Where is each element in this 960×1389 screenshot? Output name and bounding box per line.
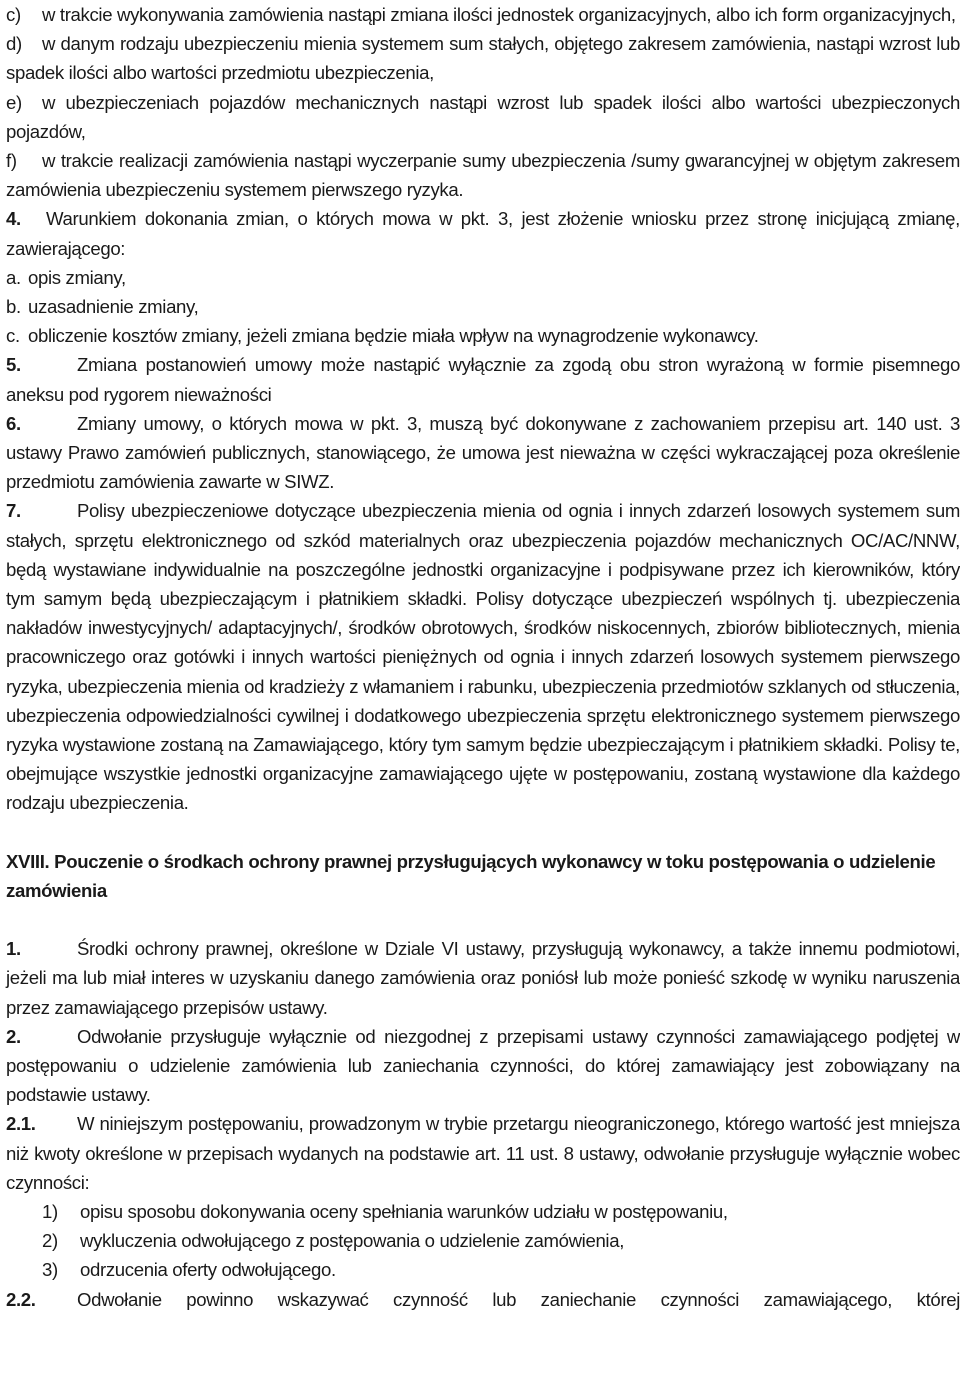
paragraph-number: 6. xyxy=(6,412,21,434)
section-item-2 xyxy=(6,1022,960,1110)
item-label: 2) xyxy=(42,1230,58,1252)
paragraph-number: 4. xyxy=(6,208,21,230)
paragraph-text: Polisy ubezpieczeniowe dotyczące ubezpieczenia mienia od ognia i innych zdarzeń losowych systemem sum stałych, sprzętu elektronicznego od szkód materialnych oraz ubezpieczenia pojazdów mechanicznych OC/AC/NNW, będą wystawiane indywidualnie na poszczególne jednostki organizacyjne i podpisywane przez ich kierowników, który tym samym będą ubezpieczającym i płatnikiem składki. Polisy dotyczące ubezpieczeń wspólnych tj. ubezpieczenia nakładów inwestycyjnych/ adaptacyjnych/, środków obrotowych, środków niskocennych, zbiorów bibliotecznych, mienia pracowniczego oraz gotówki i innych wartości pieniężnych od ognia i innych zdarzeń losowych systemem pierwszego ryzyka, ubezpieczenia mienia od kradzieży z włamaniem i rabunku, ubezpieczenia przedmiotów szklanych od stłuczenia, ubezpieczenia odpowiedzialności cywilnej i dodatkowego ubezpieczenia sprzętu elektronicznego systemem pierwszego ryzyka wystawione zostaną na Zamawiającego, który tym samym będzie ubezpieczającym i płatnikiem składki. Polisy te, obejmujące wszystkie jednostki organizacyjne zamawiającego ujęte w postępowaniu, zostaną wystawione dla każdego rodzaju ubezpieczenia. xyxy=(6,500,960,814)
item-text: opis zmiany, xyxy=(28,266,126,288)
section-item-1 xyxy=(6,934,960,1022)
paragraph-6 xyxy=(6,409,960,497)
item-text: w ubezpieczeniach pojazdów mechanicznych nastąpi wzrost lub spadek ilości albo wartości ubezpieczonych pojazdów, xyxy=(6,91,960,142)
item-text: obliczenie kosztów zmiany, jeżeli zmiana będzie miała wpływ na wynagrodzenie wykonawcy. xyxy=(28,325,759,347)
paragraph-4 xyxy=(6,204,960,262)
item-text: w danym rodzaju ubezpieczeniu mienia systemem sum stałych, objętego zakresem zamówienia, nastąpi wzrost lub spadek ilości albo wartości przedmiotu ubezpieczenia, xyxy=(6,33,960,84)
paragraph-5 xyxy=(6,350,960,408)
paragraph-number: 5. xyxy=(6,354,21,376)
paragraph-text: Odwołanie przysługuje wyłącznie od niezgodnej z przepisami ustawy czynności zamawiającego podjętej w postępowaniu o udzielenie zamówienia lub zaniechania czynności, do której zamawiający jest zobowiązany na podstawie ustawy. xyxy=(6,1025,960,1106)
paragraph-text: Warunkiem dokonania zmian, o których mowa w pkt. 3, jest złożenie wniosku przez stronę inicjującą zmianę, zawierającego: xyxy=(6,208,960,259)
section-heading: XVIII. Pouczenie o środkach ochrony prawnej przysługujących wykonawcy w toku postępowania o udzielenie zamówienia xyxy=(6,850,936,901)
item-label: 3) xyxy=(42,1259,58,1281)
item-label: d) xyxy=(6,33,22,55)
paragraph-number: 2. xyxy=(6,1025,21,1047)
numbered-item-3 xyxy=(6,1255,960,1284)
paragraph-number: 1. xyxy=(6,938,21,960)
paragraph-text: Zmiany umowy, o których mowa w pkt. 3, muszą być dokonywane z zachowaniem przepisu art. 140 ust. 3 ustawy Prawo zamówień publicznych, stanowiącego, że umowa jest nieważna w części wykraczającej poza określenie przedmiotu zamówienia zawarte w SIWZ. xyxy=(6,412,960,493)
document-page xyxy=(6,0,960,1314)
paragraph-number: 7. xyxy=(6,500,21,522)
item-label: c. xyxy=(6,325,20,347)
item-text: odrzucenia oferty odwołującego. xyxy=(80,1259,336,1281)
item-label: a. xyxy=(6,266,21,288)
list-item-e xyxy=(6,88,960,146)
sub-item-b xyxy=(6,292,960,321)
paragraph-text: Odwołanie powinno wskazywać czynność lub zaniechanie czynności zamawiającego, której xyxy=(77,1288,960,1310)
item-text: wykluczenia odwołującego z postępowania o udzielenie zamówienia, xyxy=(80,1230,625,1252)
numbered-item-2 xyxy=(6,1226,960,1255)
numbered-item-1 xyxy=(6,1197,960,1226)
item-text: uzasadnienie zmiany, xyxy=(28,296,199,318)
item-label: f) xyxy=(6,150,17,172)
item-label: 1) xyxy=(42,1200,58,1222)
paragraph-number: 2.2. xyxy=(6,1288,36,1310)
item-label: c) xyxy=(6,4,21,25)
paragraph-text: Środki ochrony prawnej, określone w Dziale VI ustawy, przysługują wykonawcy, a także innemu podmiotowi, jeżeli ma lub miał interes w uzyskaniu danego zamówienia oraz poniósł lub może ponieść szkodę w wyniku naruszenia przez zamawiającego przepisów ustawy. xyxy=(6,938,960,1018)
item-label: b. xyxy=(6,296,21,318)
sub-item-c xyxy=(6,321,960,350)
item-text: w trakcie realizacji zamówienia nastąpi wyczerpanie sumy ubezpieczenia /sumy gwarancyjnej w objętym zakresem zamówienia ubezpieczeniu systemem pierwszego ryzyka. xyxy=(6,150,960,201)
paragraph-7 xyxy=(6,496,960,817)
sub-item-a xyxy=(6,263,960,292)
paragraph-number: 2.1. xyxy=(6,1113,36,1135)
item-label: e) xyxy=(6,91,22,113)
section-item-2-2 xyxy=(6,1285,960,1314)
list-item-f xyxy=(6,146,960,204)
item-text: opisu sposobu dokonywania oceny spełniania warunków udziału w postępowaniu, xyxy=(80,1200,728,1222)
section-item-2-1 xyxy=(6,1109,960,1197)
paragraph-text: W niniejszym postępowaniu, prowadzonym w trybie przetargu nieograniczonego, którego wartość jest mniejsza niż kwoty określone w przepisach wydanych na podstawie art. 11 ust. 8 ustawy, odwołanie przysługuje wyłącznie wobec czynności: xyxy=(6,1113,960,1193)
item-text: w trakcie wykonywania zamówienia nastąpi zmiana ilości jednostek organizacyjnych, albo ich form organizacyjnych, xyxy=(42,4,956,25)
list-item-d xyxy=(6,29,960,87)
paragraph-text: Zmiana postanowień umowy może nastąpić wyłącznie za zgodą obu stron wyrażoną w formie pisemnego aneksu pod rygorem nieważności xyxy=(6,354,960,405)
list-item-c xyxy=(6,0,960,29)
